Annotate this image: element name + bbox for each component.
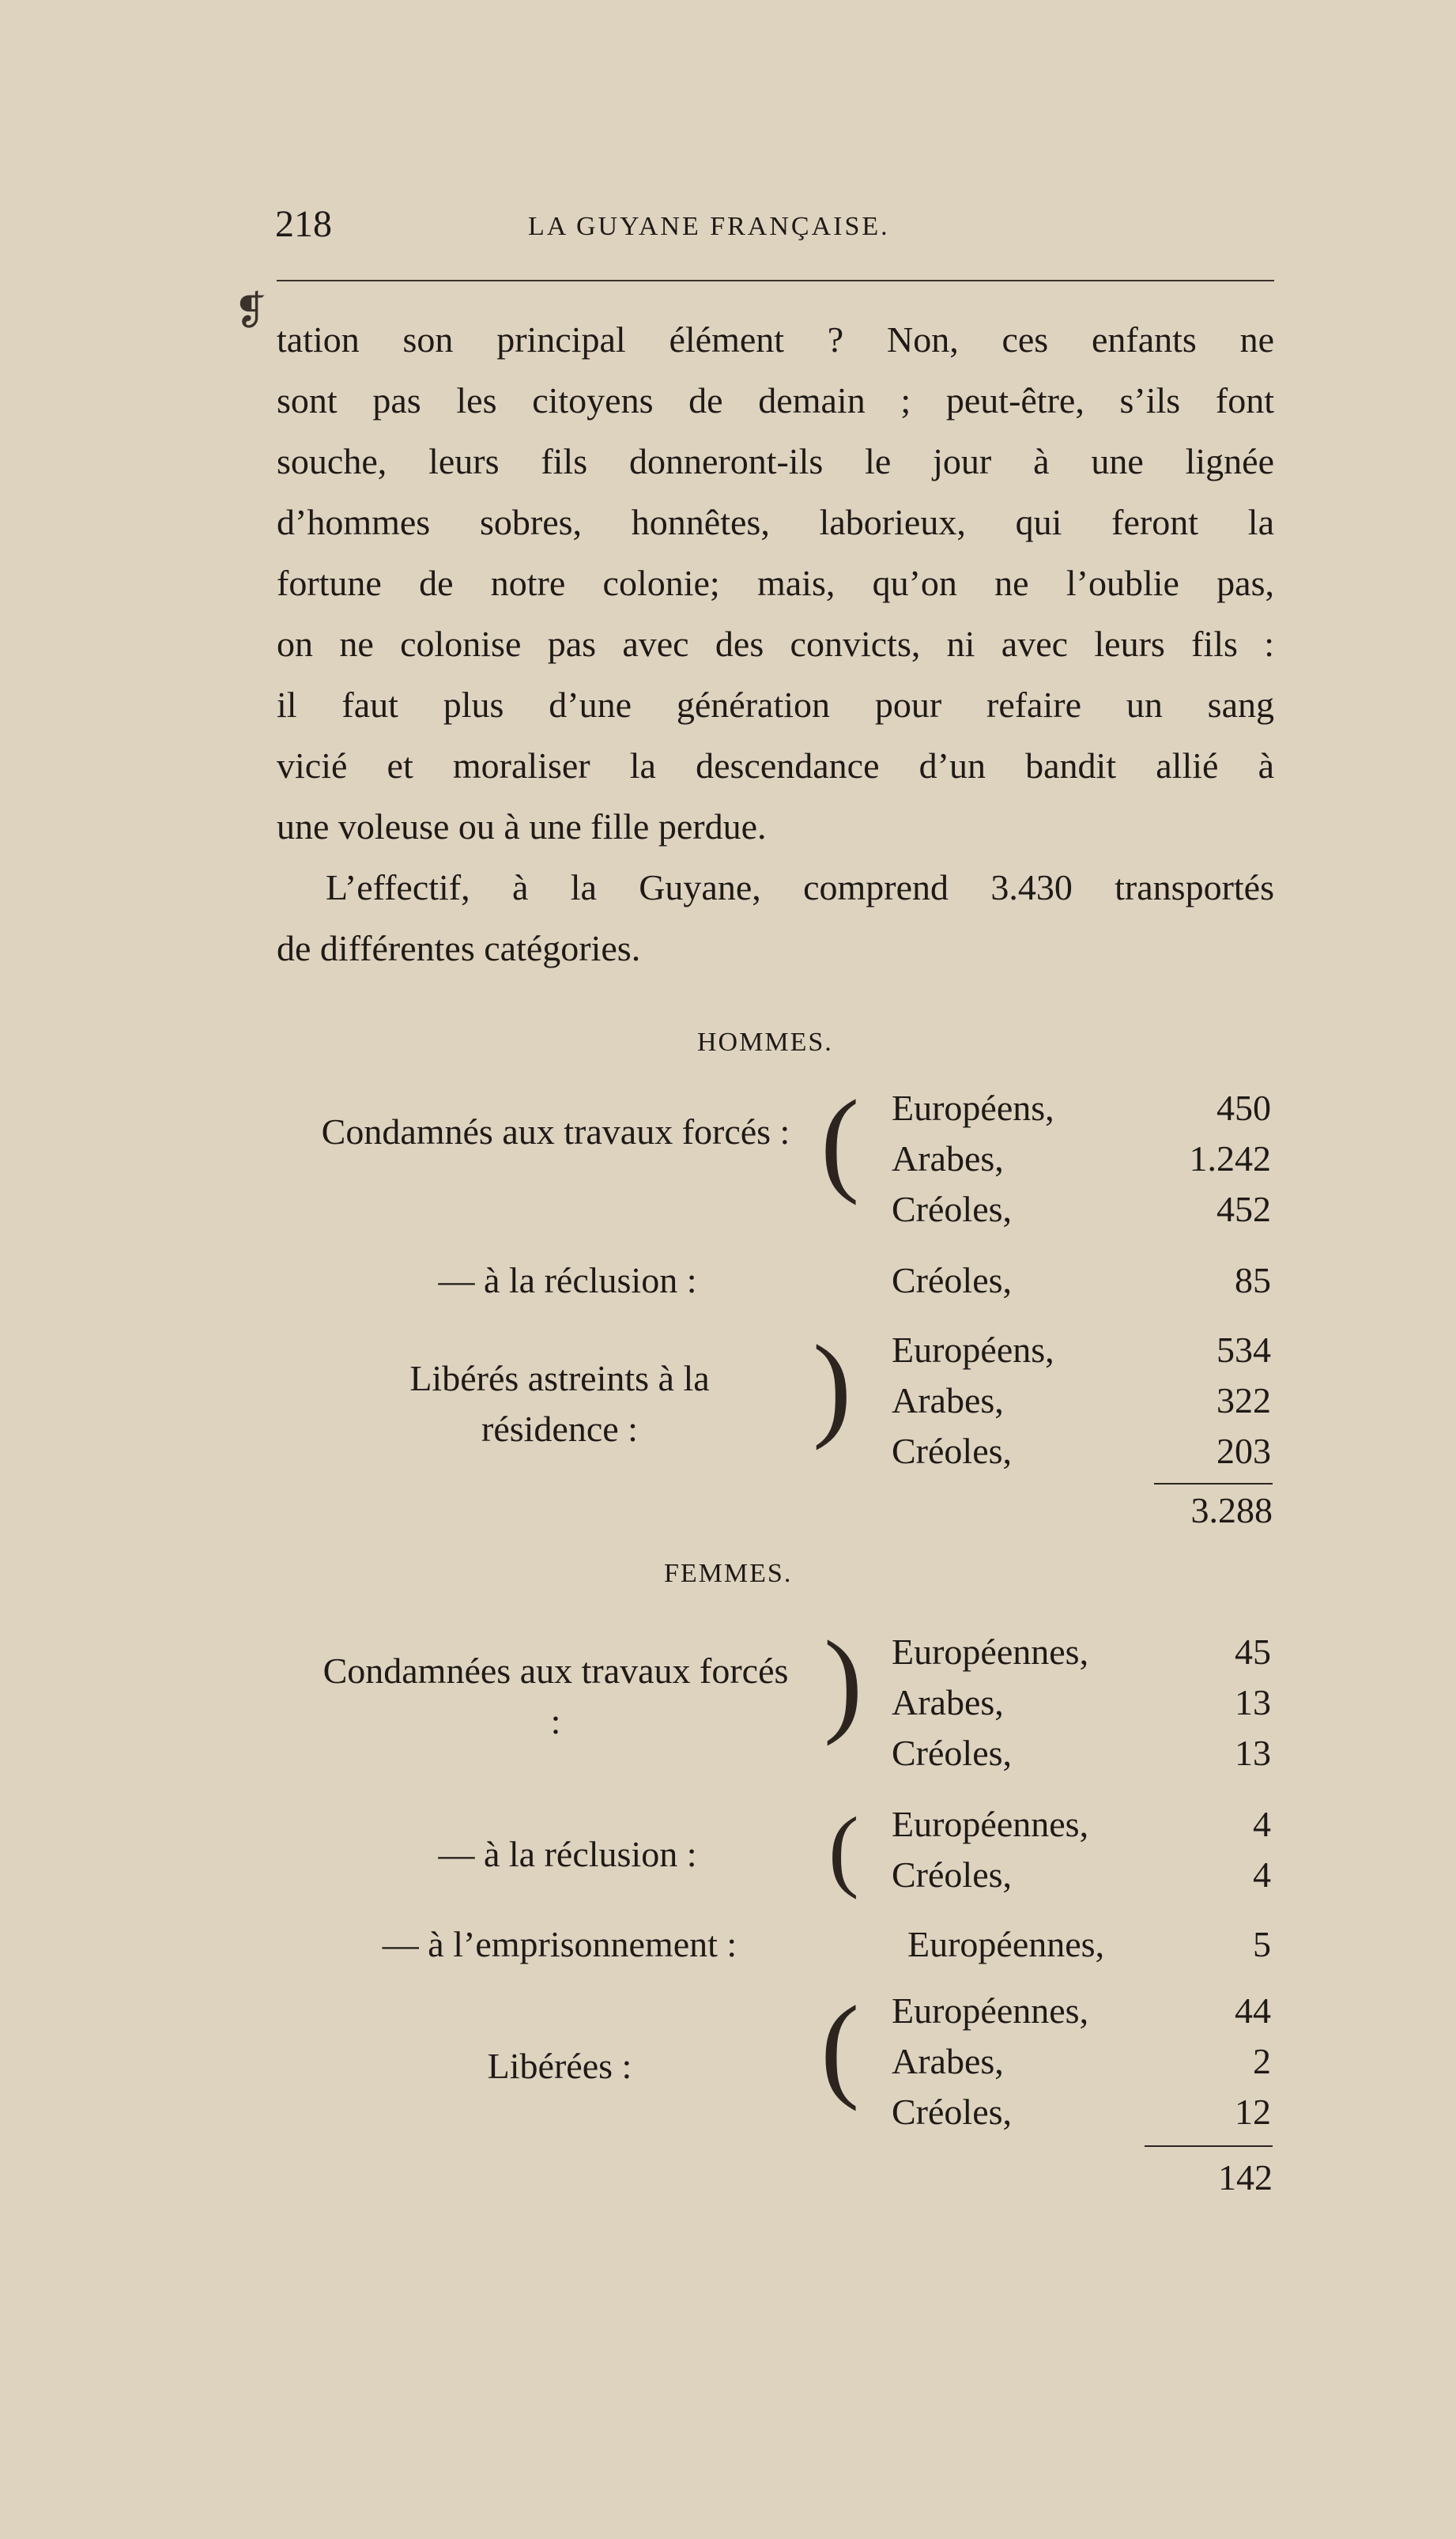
- list-item: [892, 1627, 1271, 1677]
- item-name: Arabes,: [892, 1682, 1004, 1722]
- group-label: — à l’emprisonnement :: [382, 1924, 737, 1964]
- item-name: Créoles,: [892, 1854, 1013, 1895]
- group-label: Libérés astreints à la résidence :: [409, 1358, 710, 1449]
- body-line: de différentes catégories.: [277, 928, 641, 968]
- body-line: d’hommes sobres, honnêtes, laborieux, qui feront la: [277, 502, 1274, 542]
- group-label: Libérées :: [487, 2046, 632, 2086]
- item-value: 450: [1216, 1088, 1271, 1128]
- item-value: 203: [1216, 1431, 1271, 1471]
- body-line: sont pas les citoyens de demain ; peut-être, s’ils font: [277, 380, 1274, 421]
- item-name: Européens,: [892, 1330, 1054, 1370]
- item-name: Créoles,: [892, 1189, 1013, 1229]
- item-value: 13: [1235, 1733, 1271, 1773]
- item-value: 12: [1235, 2092, 1271, 2132]
- margin-mark: ❡: [234, 289, 267, 333]
- list-item: [892, 1426, 1271, 1477]
- brace-right: ): [824, 1617, 863, 1747]
- body-line: on ne colonise pas avec des convicts, ni avec leurs fils :: [277, 624, 1274, 664]
- section-title-femmes: FEMMES.: [664, 1559, 793, 1588]
- item-value: 534: [1216, 1330, 1271, 1370]
- item-name: Européens,: [892, 1088, 1054, 1128]
- item-name: Créoles,: [892, 1260, 1013, 1300]
- item-value: 322: [1216, 1380, 1271, 1420]
- brace-left: (: [820, 1983, 860, 2112]
- item-value: 4: [1253, 1854, 1271, 1895]
- brace-left: (: [828, 1799, 859, 1900]
- list-item: [892, 1325, 1271, 1375]
- list-item: [892, 1919, 1271, 1970]
- list-item: [892, 1375, 1271, 1426]
- item-value: 5: [1253, 1924, 1271, 1964]
- list-item: [892, 1986, 1271, 2036]
- group-label: — à la réclusion :: [438, 1834, 697, 1874]
- item-value: 85: [1235, 1260, 1271, 1300]
- item-value: 44: [1235, 1990, 1271, 2031]
- item-name: Arabes,: [892, 1138, 1004, 1179]
- list-item: [892, 1677, 1271, 1728]
- item-value: 1.242: [1189, 1138, 1271, 1179]
- item-name: Créoles,: [892, 1733, 1013, 1773]
- item-name: Créoles,: [892, 1431, 1013, 1471]
- item-name: Européennes,: [907, 1924, 1105, 1964]
- list-item: [892, 1134, 1271, 1184]
- body-line: il faut plus d’une génération pour refaire un sang: [277, 685, 1274, 725]
- item-name: Créoles,: [892, 2092, 1013, 2132]
- group-label: — à la réclusion :: [438, 1260, 697, 1300]
- group-label: Condamnées aux travaux forcés :: [323, 1651, 789, 1741]
- item-name: Européennes,: [892, 1804, 1089, 1844]
- header-rule: [277, 280, 1274, 281]
- body-line: fortune de notre colonie; mais, qu’on ne l’oublie pas,: [277, 563, 1274, 603]
- running-head: LA GUYANE FRANÇAISE.: [528, 212, 890, 241]
- list-item: [892, 1184, 1271, 1235]
- brace-right: ): [813, 1322, 852, 1451]
- item-value: 2: [1253, 2041, 1271, 2081]
- list-item: [892, 1255, 1271, 1306]
- total-hommes: 3.288: [1190, 1490, 1273, 1530]
- list-item: [892, 1728, 1271, 1779]
- body-line: L’effectif, à la Guyane, comprend 3.430 transportés: [326, 867, 1274, 907]
- item-value: 13: [1235, 1682, 1271, 1722]
- item-name: Européennes,: [892, 1632, 1089, 1672]
- page-number: 218: [275, 203, 332, 245]
- list-item: [892, 1850, 1271, 1900]
- body-line: une voleuse ou à une fille perdue.: [277, 806, 767, 847]
- list-item: [892, 1083, 1271, 1134]
- list-item: [892, 2087, 1271, 2137]
- total-rule: [1145, 2145, 1273, 2147]
- section-title-hommes: HOMMES.: [697, 1028, 833, 1057]
- list-item: [892, 2036, 1271, 2087]
- body-line: tation son principal élément ? Non, ces enfants ne: [277, 319, 1274, 360]
- group-label: Condamnés aux travaux forcés :: [321, 1111, 790, 1152]
- brace-left: (: [820, 1077, 860, 1206]
- list-item: [892, 1799, 1271, 1850]
- page-header: [275, 202, 1273, 250]
- item-value: 452: [1216, 1189, 1271, 1229]
- item-value: 4: [1253, 1804, 1271, 1844]
- item-value: 45: [1235, 1632, 1271, 1672]
- body-line: souche, leurs fils donneront-ils le jour à une lignée: [277, 441, 1274, 481]
- item-name: Arabes,: [892, 2041, 1004, 2081]
- body-line: vicié et moraliser la descendance d’un bandit allié à: [277, 745, 1274, 786]
- total-femmes: 142: [1218, 2157, 1273, 2198]
- item-name: Européennes,: [892, 1990, 1089, 2031]
- total-rule: [1154, 1483, 1273, 1485]
- item-name: Arabes,: [892, 1380, 1004, 1420]
